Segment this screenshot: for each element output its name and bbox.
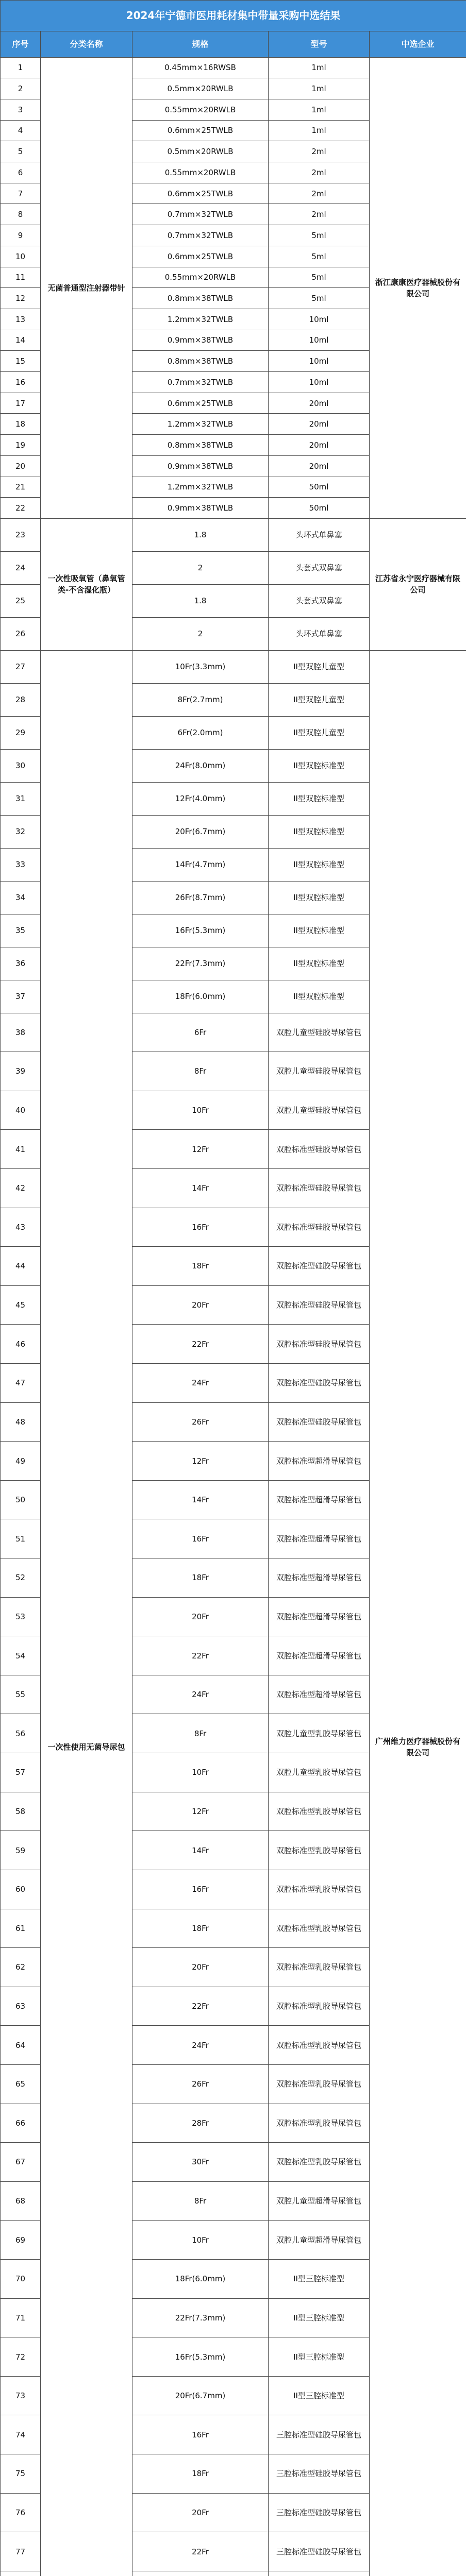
- row-model: 双腔标准型硅胶导尿管包: [269, 1247, 370, 1286]
- row-seq: 10: [1, 246, 41, 267]
- row-model: 10ml: [269, 330, 370, 351]
- row-model: II型双腔儿童型: [269, 650, 370, 683]
- row-spec: 8Fr: [132, 1052, 269, 1091]
- row-spec: 10Fr: [132, 2221, 269, 2260]
- row-seq: 28: [1, 683, 41, 716]
- row-spec: 24Fr(8.0mm): [132, 749, 269, 782]
- row-model: 双腔儿童型超滑导尿管包: [269, 2221, 370, 2260]
- row-spec: 0.8mm×38TWLB: [132, 288, 269, 309]
- row-spec: 26Fr(8.7mm): [132, 881, 269, 914]
- row-seq: 66: [1, 2104, 41, 2143]
- row-model: 头环式单鼻塞: [269, 617, 370, 650]
- row-seq: 15: [1, 351, 41, 372]
- row-spec: 0.8mm×38TWLB: [132, 435, 269, 456]
- row-model: 2ml: [269, 204, 370, 225]
- row-model: 5ml: [269, 288, 370, 309]
- row-model: II型双腔标准型: [269, 782, 370, 815]
- row-model: 5ml: [269, 246, 370, 267]
- row-spec: 8Fr: [132, 1714, 269, 1753]
- row-spec: 20Fr: [132, 1597, 269, 1636]
- row-seq: 60: [1, 1870, 41, 1909]
- row-spec: 28Fr: [132, 2104, 269, 2143]
- row-model: 双腔标准型硅胶导尿管包: [269, 1363, 370, 1402]
- row-spec: 0.7mm×32TWLB: [132, 372, 269, 393]
- row-spec: 0.9mm×38TWLB: [132, 498, 269, 519]
- row-model: II型双腔标准型: [269, 914, 370, 947]
- row-seq: 69: [1, 2221, 41, 2260]
- row-model: 10ml: [269, 351, 370, 372]
- row-model: 双腔标准型超滑导尿管包: [269, 1675, 370, 1714]
- row-spec: 18Fr: [132, 1247, 269, 1286]
- row-spec: 16Fr: [132, 1208, 269, 1247]
- row-model: 20ml: [269, 435, 370, 456]
- row-seq: 65: [1, 2064, 41, 2104]
- row-model: II型双腔儿童型: [269, 683, 370, 716]
- row-seq: 53: [1, 1597, 41, 1636]
- row-spec: 20Fr(6.7mm): [132, 2376, 269, 2415]
- row-model: 10ml: [269, 372, 370, 393]
- row-seq: 50: [1, 1480, 41, 1519]
- row-spec: 18Fr: [132, 1558, 269, 1598]
- row-model: II型双腔标准型: [269, 749, 370, 782]
- row-seq: [1, 2571, 41, 2576]
- row-seq: 36: [1, 947, 41, 980]
- row-seq: 39: [1, 1052, 41, 1091]
- row-spec: 30Fr: [132, 2143, 269, 2182]
- title-row: [1, 1, 466, 31]
- row-spec: 8Fr(2.7mm): [132, 683, 269, 716]
- row-seq: 40: [1, 1091, 41, 1130]
- row-spec: 0.8mm×38TWLB: [132, 351, 269, 372]
- row-spec: 14Fr(4.7mm): [132, 848, 269, 881]
- row-spec: 24Fr: [132, 2026, 269, 2065]
- row-seq: 13: [1, 309, 41, 330]
- row-model: [269, 2571, 370, 2576]
- row-seq: 20: [1, 455, 41, 477]
- row-spec: 12Fr: [132, 1442, 269, 1481]
- row-seq: 38: [1, 1013, 41, 1052]
- row-spec: 1.2mm×32TWLB: [132, 414, 269, 435]
- row-spec: 0.55mm×20RWLB: [132, 267, 269, 288]
- row-spec: 26Fr: [132, 1402, 269, 1442]
- row-model: 双腔标准型乳胶导尿管包: [269, 1948, 370, 1987]
- row-model: 双腔标准型乳胶导尿管包: [269, 2143, 370, 2182]
- row-spec: 16Fr(5.3mm): [132, 2337, 269, 2377]
- row-model: 头环式单鼻塞: [269, 518, 370, 551]
- row-model: 双腔标准型硅胶导尿管包: [269, 1130, 370, 1169]
- row-model: 双腔标准型超滑导尿管包: [269, 1442, 370, 1481]
- row-seq: 8: [1, 204, 41, 225]
- row-seq: 1: [1, 57, 41, 78]
- row-spec: 10Fr: [132, 1091, 269, 1130]
- row-seq: 47: [1, 1363, 41, 1402]
- table-row: [1, 650, 466, 683]
- row-spec: 16Fr: [132, 2415, 269, 2454]
- row-model: 双腔儿童型乳胶导尿管包: [269, 1714, 370, 1753]
- row-model: 50ml: [269, 498, 370, 519]
- row-model: 双腔标准型超滑导尿管包: [269, 1480, 370, 1519]
- row-spec: 0.6mm×25TWLB: [132, 120, 269, 141]
- row-seq: 35: [1, 914, 41, 947]
- row-spec: 16Fr: [132, 1519, 269, 1558]
- row-seq: 58: [1, 1792, 41, 1831]
- row-model: II型双腔标准型: [269, 815, 370, 848]
- row-seq: 41: [1, 1130, 41, 1169]
- row-model: II型双腔标准型: [269, 881, 370, 914]
- row-seq: 16: [1, 372, 41, 393]
- row-seq: 26: [1, 617, 41, 650]
- row-model: II型三腔标准型: [269, 2376, 370, 2415]
- table-row: [1, 57, 466, 78]
- header-seq: 序号: [1, 31, 41, 57]
- row-model: 双腔标准型乳胶导尿管包: [269, 1831, 370, 1870]
- row-spec: 14Fr: [132, 1831, 269, 1870]
- row-seq: 32: [1, 815, 41, 848]
- header-model: 型号: [269, 31, 370, 57]
- row-seq: 73: [1, 2376, 41, 2415]
- row-spec: 0.6mm×25TWLB: [132, 183, 269, 204]
- row-model: II型双腔标准型: [269, 980, 370, 1013]
- row-seq: 30: [1, 749, 41, 782]
- row-model: 头套式双鼻塞: [269, 551, 370, 584]
- row-spec: 1.8: [132, 518, 269, 551]
- row-seq: 42: [1, 1168, 41, 1208]
- row-spec: 10Fr(3.3mm): [132, 650, 269, 683]
- row-model: 50ml: [269, 477, 370, 498]
- row-seq: 12: [1, 288, 41, 309]
- row-seq: 21: [1, 477, 41, 498]
- row-spec: 22Fr(7.3mm): [132, 947, 269, 980]
- row-seq: 71: [1, 2298, 41, 2337]
- row-model: 双腔标准型硅胶导尿管包: [269, 1402, 370, 1442]
- row-model: 双腔标准型乳胶导尿管包: [269, 1870, 370, 1909]
- row-seq: 27: [1, 650, 41, 683]
- row-spec: 20Fr: [132, 1285, 269, 1325]
- row-model: 双腔儿童型硅胶导尿管包: [269, 1052, 370, 1091]
- row-seq: 63: [1, 1987, 41, 2026]
- row-spec: 0.7mm×32TWLB: [132, 225, 269, 246]
- row-seq: 25: [1, 584, 41, 617]
- row-seq: 76: [1, 2493, 41, 2532]
- row-seq: 46: [1, 1325, 41, 1364]
- row-model: 1ml: [269, 99, 370, 120]
- row-model: 双腔标准型乳胶导尿管包: [269, 1792, 370, 1831]
- row-spec: 1.2mm×32TWLB: [132, 309, 269, 330]
- row-seq: 72: [1, 2337, 41, 2377]
- row-seq: 34: [1, 881, 41, 914]
- row-spec: 24Fr: [132, 1363, 269, 1402]
- row-spec: 0.55mm×20RWLB: [132, 162, 269, 183]
- row-seq: 22: [1, 498, 41, 519]
- row-spec: 1.8: [132, 584, 269, 617]
- row-model: 双腔标准型乳胶导尿管包: [269, 1909, 370, 1948]
- row-seq: 57: [1, 1753, 41, 1792]
- row-model: 三腔标准型硅胶导尿管包: [269, 2454, 370, 2494]
- row-seq: 70: [1, 2260, 41, 2299]
- row-seq: 49: [1, 1442, 41, 1481]
- row-seq: 61: [1, 1909, 41, 1948]
- row-seq: 4: [1, 120, 41, 141]
- row-seq: 51: [1, 1519, 41, 1558]
- row-seq: 68: [1, 2181, 41, 2221]
- category-name-cell: 一次性吸氧管（鼻氧管类-不含湿化瓶）: [41, 518, 132, 650]
- row-spec: 18Fr: [132, 1909, 269, 1948]
- row-seq: 74: [1, 2415, 41, 2454]
- row-seq: 19: [1, 435, 41, 456]
- row-seq: 14: [1, 330, 41, 351]
- row-model: 2ml: [269, 183, 370, 204]
- row-seq: 54: [1, 1636, 41, 1675]
- row-model: 5ml: [269, 225, 370, 246]
- row-spec: 0.9mm×38TWLB: [132, 455, 269, 477]
- winning-company-cell: 江苏省永宁医疗器械有限公司: [370, 518, 466, 650]
- row-spec: 2: [132, 617, 269, 650]
- row-model: 双腔标准型乳胶导尿管包: [269, 2104, 370, 2143]
- row-seq: 11: [1, 267, 41, 288]
- row-model: 三腔标准型硅胶导尿管包: [269, 2415, 370, 2454]
- row-seq: 5: [1, 141, 41, 162]
- row-model: 5ml: [269, 267, 370, 288]
- row-model: 双腔儿童型硅胶导尿管包: [269, 1013, 370, 1052]
- row-seq: 62: [1, 1948, 41, 1987]
- winning-company-cell: 浙江康康医疗器械股份有限公司: [370, 57, 466, 518]
- row-model: 双腔标准型超滑导尿管包: [269, 1636, 370, 1675]
- row-seq: 43: [1, 1208, 41, 1247]
- row-spec: 12Fr: [132, 1130, 269, 1169]
- header-spec: 规格: [132, 31, 269, 57]
- row-seq: 45: [1, 1285, 41, 1325]
- row-seq: 24: [1, 551, 41, 584]
- header-category: 分类名称: [41, 31, 132, 57]
- row-model: 20ml: [269, 455, 370, 477]
- row-model: 双腔标准型乳胶导尿管包: [269, 2064, 370, 2104]
- row-model: 2ml: [269, 141, 370, 162]
- row-spec: 14Fr: [132, 1168, 269, 1208]
- row-model: 双腔标准型硅胶导尿管包: [269, 1325, 370, 1364]
- row-spec: 0.9mm×38TWLB: [132, 330, 269, 351]
- row-seq: 48: [1, 1402, 41, 1442]
- row-seq: 3: [1, 99, 41, 120]
- row-spec: 14Fr: [132, 1480, 269, 1519]
- row-spec: [132, 2571, 269, 2576]
- row-spec: 22Fr: [132, 1636, 269, 1675]
- row-seq: 29: [1, 716, 41, 749]
- row-spec: 16Fr(5.3mm): [132, 914, 269, 947]
- row-model: 1ml: [269, 120, 370, 141]
- row-model: 三腔标准型硅胶导尿管包: [269, 2493, 370, 2532]
- row-seq: 64: [1, 2026, 41, 2065]
- row-model: 头套式双鼻塞: [269, 584, 370, 617]
- row-seq: 52: [1, 1558, 41, 1598]
- row-spec: 0.55mm×20RWLB: [132, 99, 269, 120]
- row-spec: 22Fr(7.3mm): [132, 2298, 269, 2337]
- row-model: 10ml: [269, 309, 370, 330]
- row-spec: 0.5mm×20RWLB: [132, 141, 269, 162]
- row-model: II型双腔儿童型: [269, 716, 370, 749]
- row-model: 双腔标准型硅胶导尿管包: [269, 1285, 370, 1325]
- row-spec: 20Fr: [132, 1948, 269, 1987]
- row-spec: 0.7mm×32TWLB: [132, 204, 269, 225]
- row-model: 双腔标准型乳胶导尿管包: [269, 1987, 370, 2026]
- row-model: II型三腔标准型: [269, 2260, 370, 2299]
- row-model: 双腔儿童型乳胶导尿管包: [269, 1753, 370, 1792]
- row-spec: 16Fr: [132, 1870, 269, 1909]
- category-name-cell: 一次性使用无菌导尿包: [41, 650, 132, 2576]
- row-seq: 56: [1, 1714, 41, 1753]
- row-spec: 8Fr: [132, 2181, 269, 2221]
- row-model: 双腔儿童型超滑导尿管包: [269, 2181, 370, 2221]
- row-seq: 18: [1, 414, 41, 435]
- row-model: 20ml: [269, 393, 370, 414]
- row-model: 双腔标准型硅胶导尿管包: [269, 1168, 370, 1208]
- row-spec: 12Fr: [132, 1792, 269, 1831]
- row-model: 双腔标准型超滑导尿管包: [269, 1597, 370, 1636]
- table-title: 2024年宁德市医用耗材集中带量采购中选结果: [1, 1, 466, 31]
- row-seq: 75: [1, 2454, 41, 2494]
- row-seq: 67: [1, 2143, 41, 2182]
- row-model: 双腔标准型硅胶导尿管包: [269, 1208, 370, 1247]
- row-spec: 12Fr(4.0mm): [132, 782, 269, 815]
- row-seq: 31: [1, 782, 41, 815]
- row-spec: 6Fr: [132, 1013, 269, 1052]
- row-spec: 18Fr(6.0mm): [132, 2260, 269, 2299]
- row-spec: 2: [132, 551, 269, 584]
- header-row: [1, 31, 466, 57]
- row-seq: 77: [1, 2532, 41, 2571]
- row-model: 20ml: [269, 414, 370, 435]
- row-spec: 20Fr: [132, 2493, 269, 2532]
- row-model: II型双腔标准型: [269, 848, 370, 881]
- row-seq: 6: [1, 162, 41, 183]
- row-spec: 22Fr: [132, 1325, 269, 1364]
- row-model: 双腔儿童型硅胶导尿管包: [269, 1091, 370, 1130]
- row-seq: 23: [1, 518, 41, 551]
- row-spec: 6Fr(2.0mm): [132, 716, 269, 749]
- row-seq: 37: [1, 980, 41, 1013]
- row-model: II型三腔标准型: [269, 2298, 370, 2337]
- row-model: 1ml: [269, 57, 370, 78]
- row-model: 双腔标准型超滑导尿管包: [269, 1519, 370, 1558]
- row-seq: 55: [1, 1675, 41, 1714]
- row-spec: 0.5mm×20RWLB: [132, 78, 269, 99]
- row-model: 双腔标准型乳胶导尿管包: [269, 2026, 370, 2065]
- row-spec: 24Fr: [132, 1675, 269, 1714]
- row-spec: 0.6mm×25TWLB: [132, 246, 269, 267]
- row-spec: 10Fr: [132, 1753, 269, 1792]
- row-spec: 18Fr: [132, 2454, 269, 2494]
- row-spec: 0.45mm×16RWSB: [132, 57, 269, 78]
- row-seq: 2: [1, 78, 41, 99]
- row-spec: 1.2mm×32TWLB: [132, 477, 269, 498]
- row-seq: 7: [1, 183, 41, 204]
- row-model: 2ml: [269, 162, 370, 183]
- table-row: [1, 518, 466, 551]
- row-spec: 22Fr: [132, 1987, 269, 2026]
- row-spec: 18Fr(6.0mm): [132, 980, 269, 1013]
- row-seq: 33: [1, 848, 41, 881]
- row-model: II型双腔标准型: [269, 947, 370, 980]
- row-seq: 44: [1, 1247, 41, 1286]
- row-spec: 0.6mm×25TWLB: [132, 393, 269, 414]
- row-spec: 26Fr: [132, 2064, 269, 2104]
- row-spec: 22Fr: [132, 2532, 269, 2571]
- winning-company-cell: 广州维力医疗器械股份有限公司: [370, 650, 466, 2576]
- row-model: 三腔标准型硅胶导尿管包: [269, 2532, 370, 2571]
- row-seq: 17: [1, 393, 41, 414]
- row-model: 1ml: [269, 78, 370, 99]
- category-name-cell: 无菌普通型注射器带针: [41, 57, 132, 518]
- header-company: 中选企业: [370, 31, 466, 57]
- row-model: 双腔标准型超滑导尿管包: [269, 1558, 370, 1598]
- row-model: II型三腔标准型: [269, 2337, 370, 2377]
- row-spec: 20Fr(6.7mm): [132, 815, 269, 848]
- row-seq: 9: [1, 225, 41, 246]
- row-seq: 59: [1, 1831, 41, 1870]
